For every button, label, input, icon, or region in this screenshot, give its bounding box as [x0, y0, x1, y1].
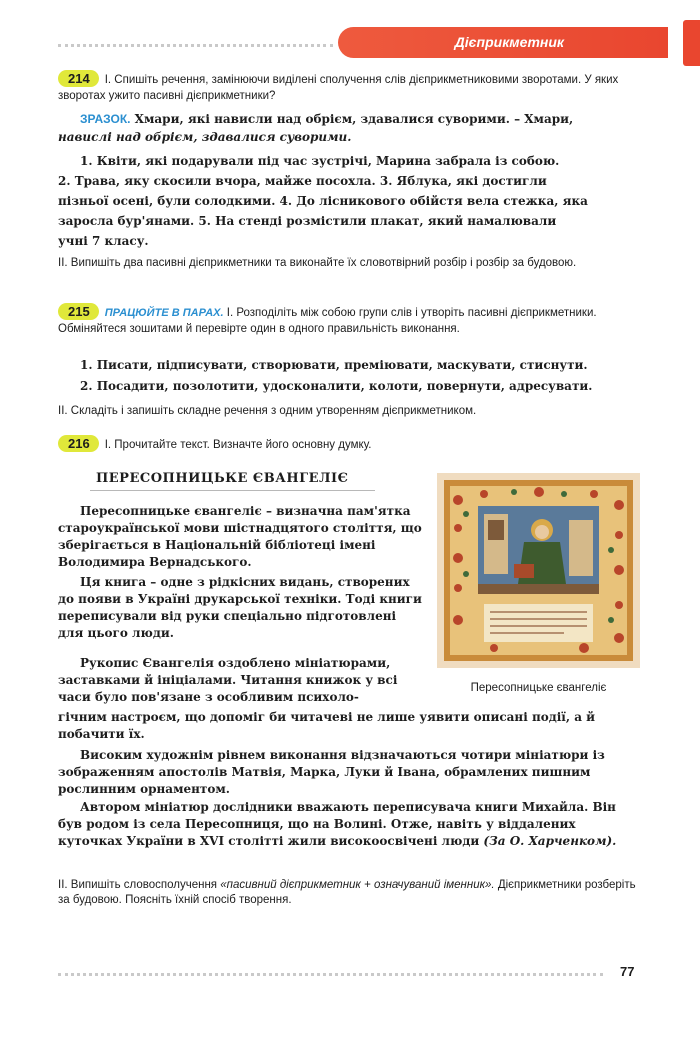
exercise-214-sentence: пізньої осені, були солодкими. 4. До лісникового обійстя вела стежка, яка — [58, 194, 588, 208]
footer-dots — [58, 973, 603, 976]
exercise-214-sample — [58, 111, 640, 128]
sample-line-1: Хмари, які нависли над обрієм, здавалися суворими. – Хмари, — [134, 112, 574, 126]
pair-work-label: ПРАЦЮЙТЕ В ПАРАХ. — [104, 307, 224, 319]
section-header: Дієприкметник — [338, 27, 668, 58]
sample-label: ЗРАЗОК. — [80, 112, 131, 126]
text-source: (За О. Харченком). — [483, 834, 617, 848]
exercise-215-group-2: 2. Посадити, позолотити, удосконалити, колоти, повернути, адресувати. — [80, 379, 593, 393]
gospel-miniature-image — [444, 480, 633, 661]
exercise-214-sentence: учні 7 класу. — [58, 234, 149, 248]
paragraph-3-cont: гічним настроєм, що допоміг би читачеві не лише уявити описані події, а й побачити їх. — [58, 710, 596, 741]
exercise-number-badge: 215 — [58, 303, 99, 320]
exercise-215-task2: ІІ. Складіть і запишіть складне речення з одним утворенням дієприкметником. — [58, 405, 477, 417]
exercise-number-badge: 214 — [58, 70, 99, 87]
gospel-illustration — [437, 473, 640, 668]
figure-caption: Пересопницьке євангеліє — [470, 682, 607, 694]
page-number: 77 — [620, 964, 635, 979]
paragraph-3: Рукопис Євангелія оздоблено мініатюрами, заставками й ініціалами. Читання книжок у всі часи було пов'язане з особливим психоло- — [58, 656, 398, 704]
exercise-215-group-1: 1. Писати, підписувати, створювати, преміювати, маскувати, стиснути. — [80, 358, 588, 372]
exercise-214-sentence: 2. Трава, яку скосили вчора, майже посохла. 3. Яблука, які достигли — [58, 174, 547, 188]
sample-line-2: навислі над обрієм, здавалися суворими. — [58, 130, 352, 144]
exercise-number-badge: 216 — [58, 435, 99, 452]
exercise-214-sentence: заросла бур'янами. 5. На стенді розмістили плакат, який намалювали — [58, 214, 557, 228]
paragraph-1: Пересопницьке євангеліє – визначна пам'ятка староукраїнської мови шістнадцятого століття, що зберігається в Національній бібліотеці імені Володимира Вернадського. — [58, 504, 422, 569]
header-dots — [58, 44, 333, 47]
text-title: ПЕРЕСОПНИЦЬКЕ ЄВАНГЕЛІЄ — [96, 471, 349, 486]
page-edge-bar — [683, 20, 700, 66]
exercise-215-task1: 215 ПРАЦЮЙТЕ В ПАРАХ. І. Розподіліть між собою групи слів і утворіть пасивні дієприкметники. Обміняйтеся зошитами й перевірте один в одного правильність виконання. — [58, 304, 597, 335]
exercise-214-task2: ІІ. Випишіть два пасивні дієприкметники та виконайте їх словотвірний розбір і розбір за будовою. — [58, 257, 577, 269]
exercise-216-task2: ІІ. Випишіть словосполучення «пасивний дієприкметник + означуваний іменник». Дієприкметники розберіть за будовою. Поясніть їхній спосіб творення. — [58, 879, 636, 906]
exercise-214-task1: 214 І. Спишіть речення, замінюючи виділені сполучення слів дієприкметниковими зворотами. У яких зворотах ужито пасивні дієприкметники? — [58, 71, 619, 102]
exercise-214-sentence: 1. Квіти, які подарували під час зустрічі, Марина забрала із собою. — [80, 154, 560, 168]
exercise-216-task1: 216 І. Прочитайте текст. Визначте його основну думку. — [58, 435, 640, 453]
title-underline — [90, 490, 375, 491]
paragraph-5: Автором мініатюр дослідники вважають переписувача книги Михайла. Він був родом із села Пересопниця, що на Волині. Отже, навіть у віддалених куточках України в XVI столітті жили високоосвічені люди (За О. Харченком). — [58, 800, 617, 848]
paragraph-4: Високим художнім рівнем виконання відзначаються чотири мініатюри із зображенням апостолів Матвія, Марка, Луки й Івана, обрамлених пишним рослинним орнаментом. — [58, 748, 605, 796]
paragraph-2: Ця книга – одне з рідкісних видань, створених до появи в Україні друкарської техніки. Тоді книги переписували від руки спеціально підготовлені для цього люди. — [58, 575, 422, 640]
